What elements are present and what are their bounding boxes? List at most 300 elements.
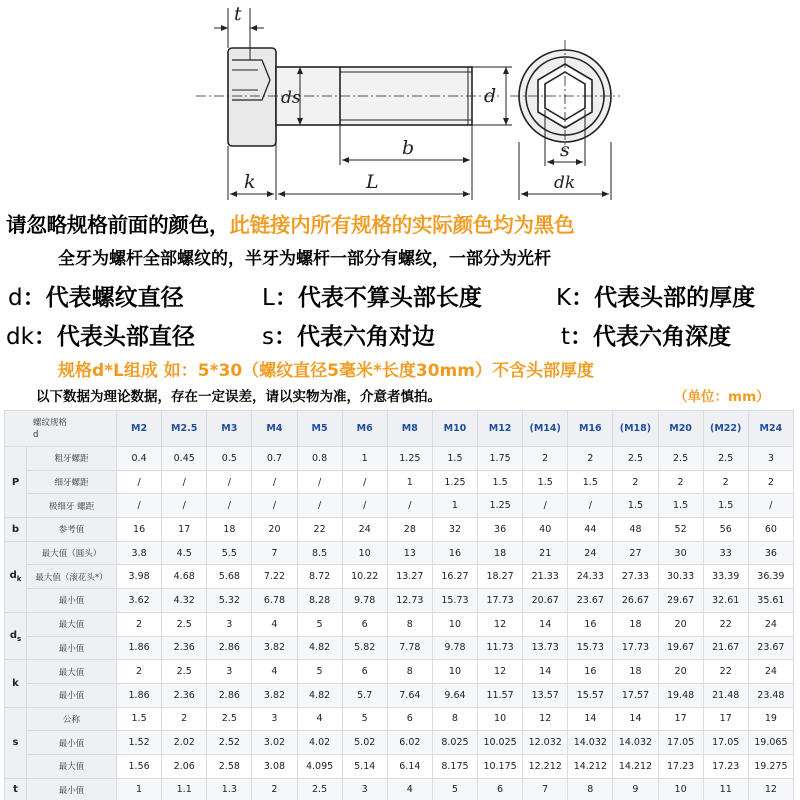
table-cell: 3.08 [252,754,297,778]
table-cell: 11.73 [478,636,523,660]
table-cell: 8 [387,660,432,684]
table-cell: 2.36 [162,683,207,707]
table-cell: 24 [748,660,793,684]
table-cell: 2 [117,660,162,684]
table-cell: 33 [703,541,748,565]
table-cell: 8.175 [432,754,477,778]
table-row [5,494,794,518]
table-cell: 2.5 [162,612,207,636]
legend-t [561,318,731,351]
row-group-label: b [5,518,27,542]
table-cell: 36 [478,518,523,542]
size-header: M2 [117,411,162,447]
table-cell: 10 [478,707,523,731]
legend-s [262,318,435,351]
table-cell: 18 [478,541,523,565]
table-cell: / [207,494,252,518]
table-cell: 48 [613,518,658,542]
screw-side-view [196,48,500,146]
table-cell: 11.57 [478,683,523,707]
table-cell: 19 [748,707,793,731]
table-cell: 9.64 [432,683,477,707]
table-cell: 8 [568,778,613,800]
size-header: M5 [297,411,342,447]
legend-key: L [262,285,275,311]
row-group-label: t [5,778,27,800]
table-cell: 0.8 [297,447,342,471]
table-cell: 18 [207,518,252,542]
table-cell: 8 [387,612,432,636]
table-cell: 1.86 [117,636,162,660]
screw-end-view [510,40,620,152]
table-cell: 35.61 [748,589,793,613]
table-cell: 5.7 [342,683,387,707]
table-cell: 10 [342,541,387,565]
label-s: s [560,139,570,161]
table-cell: 17.23 [703,754,748,778]
table-cell: 4 [297,707,342,731]
table-cell: 22 [703,612,748,636]
table-cell: 52 [658,518,703,542]
table-header-row [5,411,794,447]
table-cell: 24.33 [568,565,613,589]
table-cell: 4.5 [162,541,207,565]
table-cell: / [523,494,568,518]
color-note-highlight: 此链接内所有规格的实际颜色均为黑色 [229,213,575,237]
table-row [5,707,794,731]
table-cell: 17 [162,518,207,542]
label-b: b [402,137,415,159]
table-cell: 4.32 [162,589,207,613]
table-row [5,541,794,565]
row-group-label: $d_k$ [5,541,27,612]
table-cell: 5.68 [207,565,252,589]
legend-K [556,279,755,312]
table-cell: 12.73 [387,589,432,613]
table-cell: 4.68 [162,565,207,589]
table-cell: 1.5 [703,494,748,518]
row-label: 最小值 [27,589,117,613]
table-cell: 7.64 [387,683,432,707]
table-row [5,565,794,589]
legend-L [262,279,482,312]
header-label-line2: d [33,429,39,440]
table-cell: 1.5 [478,470,523,494]
row-label: 最大值（滚花头*） [27,565,117,589]
table-cell: 10 [658,778,703,800]
table-cell: 5 [297,612,342,636]
table-cell: 1.25 [432,470,477,494]
header-label-line1: 螺纹规格 [33,417,68,428]
label-ds: ds [281,88,301,108]
table-row [5,683,794,707]
table-cell: 3.98 [117,565,162,589]
table-cell: 2.5 [297,778,342,800]
table-cell: 36 [748,541,793,565]
table-cell: 8.28 [297,589,342,613]
label-t: t [234,3,242,25]
table-cell: 17 [658,707,703,731]
table-cell: 7.22 [252,565,297,589]
table-cell: 23.67 [568,589,613,613]
table-cell: / [387,494,432,518]
table-cell: / [748,494,793,518]
table-cell: 29.67 [658,589,703,613]
table-cell: 1.5 [523,470,568,494]
table-cell: 2 [162,707,207,731]
table-cell: 16 [432,541,477,565]
table-cell: 1 [387,470,432,494]
table-cell: / [117,494,162,518]
legend-desc: ：代表头部的厚度 [571,285,756,311]
row-label: 最大值（圆头） [27,541,117,565]
table-cell: 3.82 [252,683,297,707]
table-cell: 4.02 [297,731,342,755]
table-row [5,470,794,494]
table-cell: / [297,470,342,494]
table-row [5,518,794,542]
size-header: M3 [207,411,252,447]
row-label: 最大值 [27,612,117,636]
table-cell: 19.48 [658,683,703,707]
table-cell: 10.175 [478,754,523,778]
size-header: (M14) [523,411,568,447]
table-cell: 12 [478,612,523,636]
header-label [5,411,117,447]
table-cell: 17.57 [613,683,658,707]
table-cell: 8.72 [297,565,342,589]
table-cell: 16 [568,612,613,636]
size-header: (M18) [613,411,658,447]
row-label: 细牙螺距 [27,470,117,494]
legend-key: t [561,324,571,350]
table-cell: 1.25 [478,494,523,518]
table-cell: / [252,470,297,494]
table-cell: 60 [748,518,793,542]
table-cell: 5.32 [207,589,252,613]
legend-key: d [8,285,23,311]
row-group-label: $d_s$ [5,612,27,659]
table-cell: 2 [568,447,613,471]
table-cell: 16 [117,518,162,542]
table-cell: 17.05 [658,731,703,755]
row-label: 最大值 [27,660,117,684]
table-cell: 12.212 [523,754,568,778]
table-cell: 1.5 [432,447,477,471]
table-cell: 23.67 [748,636,793,660]
table-cell: 19.275 [748,754,793,778]
table-cell: 3 [207,660,252,684]
table-cell: 12 [523,707,568,731]
table-cell: 17.23 [658,754,703,778]
table-cell: 20 [658,660,703,684]
table-cell: 7 [252,541,297,565]
socket-head-cap-screw-drawing [0,0,800,206]
size-header: M24 [748,411,793,447]
table-cell: 15.57 [568,683,613,707]
row-group-label: P [5,447,27,518]
table-cell: 14 [568,707,613,731]
table-cell: 19.67 [658,636,703,660]
table-cell: 2.52 [207,731,252,755]
table-cell: 1.75 [478,447,523,471]
table-cell: 10 [432,660,477,684]
size-header: M16 [568,411,613,447]
table-cell: 11 [703,778,748,800]
table-cell: 4.82 [297,683,342,707]
table-row [5,660,794,684]
table-cell: 30.33 [658,565,703,589]
table-cell: 14.032 [568,731,613,755]
table-cell: 2.06 [162,754,207,778]
table-cell: 30 [658,541,703,565]
table-cell: 21 [523,541,568,565]
table-cell: 12 [478,660,523,684]
row-label: 最大值 [27,754,117,778]
table-cell: 5 [432,778,477,800]
legend-key: s [262,324,274,350]
table-cell: 9.78 [342,589,387,613]
table-cell: 3 [207,612,252,636]
table-cell: 3 [252,707,297,731]
table-cell: 1.86 [117,683,162,707]
table-cell: 2.5 [162,660,207,684]
table-cell: 2.58 [207,754,252,778]
table-cell: 26.67 [613,589,658,613]
table-cell: 10 [432,612,477,636]
table-cell: 20.67 [523,589,568,613]
size-header: M6 [342,411,387,447]
size-header: M20 [658,411,703,447]
color-note [6,208,574,238]
legend-key: dk [6,324,34,350]
table-row [5,754,794,778]
table-cell: 2 [658,470,703,494]
table-cell: 28 [387,518,432,542]
table-cell: 32 [432,518,477,542]
table-cell: 20 [252,518,297,542]
table-cell: 1.5 [117,707,162,731]
table-cell: 16 [568,660,613,684]
spec-format-note: 规格d*L组成 如：5*30（螺纹直径5毫米*长度30mm）不含头部厚度 [58,361,594,381]
table-cell: / [297,494,342,518]
table-cell: / [342,494,387,518]
table-cell: 3.82 [252,636,297,660]
table-cell: 13 [387,541,432,565]
table-cell: 13.57 [523,683,568,707]
table-cell: 21.48 [703,683,748,707]
size-header: M8 [387,411,432,447]
table-row [5,589,794,613]
size-header: M4 [252,411,297,447]
table-cell: / [117,470,162,494]
table-cell: 2.5 [658,447,703,471]
label-d: d [484,85,497,107]
table-cell: 3.8 [117,541,162,565]
table-cell: 14.212 [613,754,658,778]
size-header: M2.5 [162,411,207,447]
table-row [5,636,794,660]
label-k: k [244,171,256,193]
table-cell: 18 [613,612,658,636]
legend-desc: ：代表螺纹直径 [22,285,184,311]
table-cell: 3.02 [252,731,297,755]
table-cell: 2 [613,470,658,494]
table-cell: 13.27 [387,565,432,589]
table-cell: 40 [523,518,568,542]
table-cell: 32.61 [703,589,748,613]
table-cell: 56 [703,518,748,542]
table-cell: 6 [387,707,432,731]
table-cell: 2 [703,470,748,494]
table-cell: 4 [252,660,297,684]
legend-dk [6,318,195,351]
table-cell: 1 [432,494,477,518]
table-cell: 44 [568,518,613,542]
unit-note: （单位：mm） [674,389,770,405]
table-cell: 4 [387,778,432,800]
table-cell: 24 [568,541,613,565]
table-cell: 1.5 [658,494,703,518]
thread-note: 全牙为螺杆全部螺纹的，半牙为螺杆一部分有螺纹，一部分为光杆 [58,249,551,269]
table-cell: 9 [613,778,658,800]
table-cell: 1 [342,447,387,471]
label-dk: dk [554,173,576,193]
row-label: 最小值 [27,683,117,707]
table-cell: 14.212 [568,754,613,778]
table-cell: 6.14 [387,754,432,778]
legend-desc: ：代表头部直径 [33,324,195,350]
table-cell: 5.02 [342,731,387,755]
row-group-label: s [5,707,27,778]
size-header: M12 [478,411,523,447]
table-cell: 8.025 [432,731,477,755]
table-cell: 1 [117,778,162,800]
table-cell: 18.27 [478,565,523,589]
legend-desc: ：代表六角对边 [273,324,435,350]
table-cell: 23.48 [748,683,793,707]
row-group-label: k [5,660,27,707]
table-cell: 15.73 [432,589,477,613]
legend-desc: ：代表不算头部长度 [274,285,482,311]
table-cell: 2.5 [207,707,252,731]
table-cell: 17.73 [613,636,658,660]
table-cell: 4.095 [297,754,342,778]
table-cell: 14 [523,612,568,636]
table-cell: / [568,494,613,518]
size-header: M10 [432,411,477,447]
legend-d [8,279,184,312]
table-cell: 2.36 [162,636,207,660]
table-cell: 12.032 [523,731,568,755]
table-cell: 4 [252,612,297,636]
table-cell: 13.73 [523,636,568,660]
row-label: 粗牙螺距 [27,447,117,471]
table-cell: 2 [117,612,162,636]
table-cell: 36.39 [748,565,793,589]
table-cell: 2 [748,470,793,494]
table-cell: 6 [342,612,387,636]
table-cell: 8.5 [297,541,342,565]
table-cell: 27 [613,541,658,565]
table-cell: / [162,470,207,494]
table-cell: 24 [748,612,793,636]
table-cell: 0.5 [207,447,252,471]
row-label: 最小值 [27,636,117,660]
table-cell: 6.78 [252,589,297,613]
row-label: 最小值 [27,778,117,800]
table-row [5,778,794,800]
table-cell: 21.33 [523,565,568,589]
table-cell: 19.065 [748,731,793,755]
table-cell: 5 [297,660,342,684]
table-cell: 1.1 [162,778,207,800]
size-header: (M22) [703,411,748,447]
table-cell: 33.39 [703,565,748,589]
table-cell: 27.33 [613,565,658,589]
table-cell: 14 [613,707,658,731]
table-cell: 1.3 [207,778,252,800]
table-cell: 5.82 [342,636,387,660]
table-cell: 2 [252,778,297,800]
row-label: 参考值 [27,518,117,542]
table-cell: 1.25 [387,447,432,471]
spec-table [4,410,794,800]
disclaimer-note: 以下数据为理论数据，存在一定误差，请以实物为准，介意者慎拍。 [36,389,441,405]
table-cell: 17.73 [478,589,523,613]
label-L: L [366,171,379,193]
table-cell: 4.82 [297,636,342,660]
table-cell: / [162,494,207,518]
table-cell: 5 [342,707,387,731]
table-cell: 17.05 [703,731,748,755]
table-cell: 20 [658,612,703,636]
table-row [5,447,794,471]
table-cell: 1.52 [117,731,162,755]
table-cell: 5.14 [342,754,387,778]
table-cell: 22 [297,518,342,542]
table-cell: 10.22 [342,565,387,589]
table-cell: 1.5 [613,494,658,518]
table-cell: 0.45 [162,447,207,471]
table-cell: 21.67 [703,636,748,660]
table-cell: 1.5 [568,470,613,494]
table-cell: 17 [703,707,748,731]
table-cell: 16.27 [432,565,477,589]
table-cell: 3 [342,778,387,800]
table-cell: 3 [748,447,793,471]
table-cell: 2.02 [162,731,207,755]
table-cell: 2.86 [207,636,252,660]
table-cell: 15.73 [568,636,613,660]
table-row [5,612,794,636]
row-label: 公称 [27,707,117,731]
color-note-prefix: 请忽略规格前面的颜色， [6,213,230,237]
table-cell: 1.56 [117,754,162,778]
table-cell: 7.78 [387,636,432,660]
table-cell: 18 [613,660,658,684]
table-row [5,731,794,755]
row-label: 极细牙 螺距 [27,494,117,518]
row-label: 最小值 [27,731,117,755]
table-cell: 0.7 [252,447,297,471]
table-cell: 2.86 [207,683,252,707]
table-cell: 2.5 [703,447,748,471]
table-cell: / [207,470,252,494]
table-cell: 6 [478,778,523,800]
table-cell: 2 [523,447,568,471]
table-cell: 0.4 [117,447,162,471]
